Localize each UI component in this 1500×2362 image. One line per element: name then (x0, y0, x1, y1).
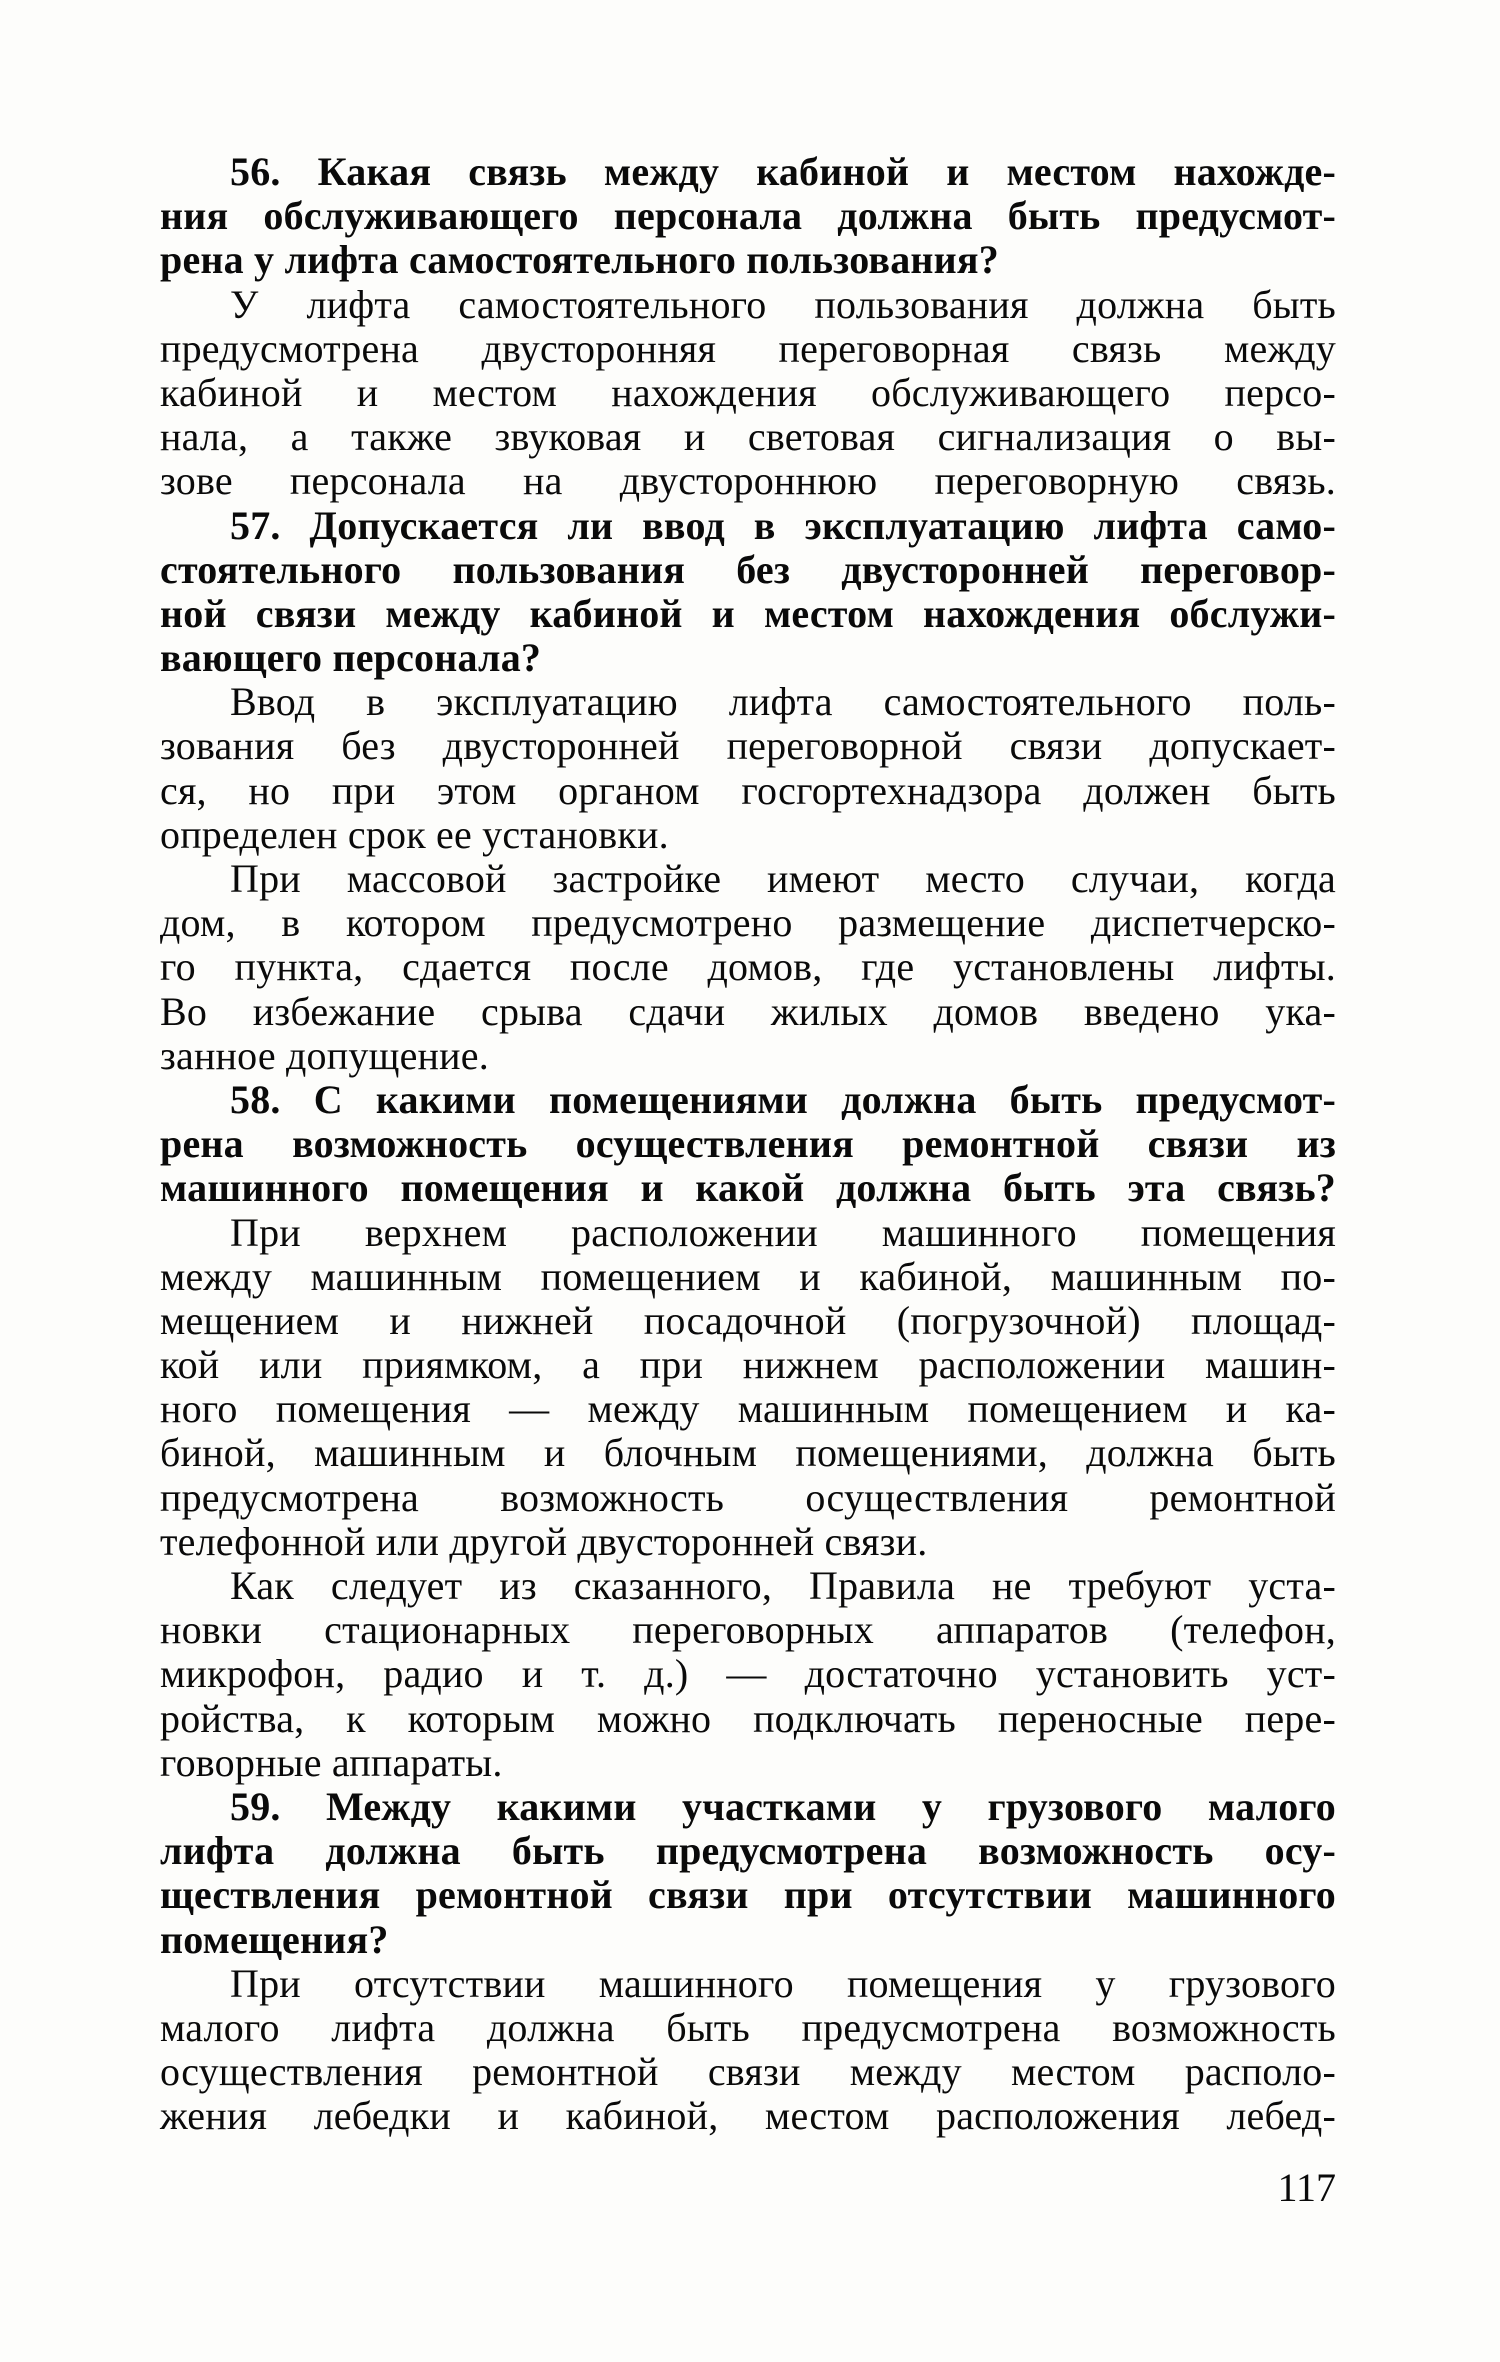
answer-line: малого лифта должна быть предусмотрена возможность (160, 2004, 1336, 2050)
answer-line: Во избежание срыва сдачи жилых домов введено ука- (160, 988, 1336, 1034)
question-line: 57. Допускается ли ввод в эксплуатацию лифта само- (230, 502, 1336, 548)
question-line: помещения? (160, 1916, 389, 1962)
question-line: ной связи между кабиной и местом нахождения обслужи- (160, 590, 1336, 636)
answer-line: У лифта самостоятельного пользования должна быть (230, 281, 1336, 327)
answer-line: При верхнем расположении машинного помещения (230, 1209, 1336, 1255)
answer-line: осуществления ремонтной связи между местом располо- (160, 2049, 1336, 2095)
answer-line: телефонной или другой двусторонней связи. (160, 1518, 928, 1564)
answer-line: дом, в котором предусмотрено размещение диспетчерско- (160, 900, 1336, 946)
question-line: стоятельного пользования без двусторонней переговор- (160, 546, 1336, 592)
answer-line: ройства, к которым можно подключать переносные пере- (160, 1695, 1336, 1741)
answer-line: Ввод в эксплуатацию лифта самостоятельного поль- (230, 679, 1336, 725)
answer-line: нала, а также звуковая и световая сигнализация о вы- (160, 414, 1336, 460)
answer-line: говорные аппараты. (160, 1739, 503, 1785)
answer-line: При отсутствии машинного помещения у грузового (230, 1960, 1336, 2006)
answer-line: между машинным помещением и кабиной, машинным по- (160, 1253, 1336, 1299)
answer-line: Как следует из сказанного, Правила не требуют уста- (230, 1563, 1336, 1608)
answer-line: кой или приямком, а при нижнем расположении машин- (160, 1342, 1336, 1388)
answer-line: новки стационарных переговорных аппаратов (телефон, (160, 1607, 1336, 1653)
answer-line: кабиной и местом нахождения обслуживающего персо- (160, 369, 1336, 415)
answer-line: ся, но при этом органом госгортехнадзора должен быть (160, 767, 1336, 813)
answer-line: предусмотрена двусторонняя переговорная связь между (160, 325, 1336, 371)
page-number: 117 (1277, 2165, 1336, 2210)
answer-line: предусмотрена возможность осуществления ремонтной (160, 1474, 1336, 1520)
answer-line: При массовой застройке имеют место случаи, когда (230, 856, 1336, 901)
question-line: вающего персонала? (160, 635, 542, 681)
page-text (160, 150, 1336, 2138)
question-line: 59. Между какими участками у грузового малого (230, 1783, 1336, 1829)
question-line: ществления ремонтной связи при отсутствии машинного (160, 1872, 1336, 1918)
answer-line: занное допущение. (160, 1032, 489, 1078)
answer-line: зования без двусторонней переговорной связи допускает- (160, 723, 1336, 769)
answer-line: жения лебедки и кабиной, местом расположения лебед- (160, 2093, 1336, 2139)
answer-line: микрофон, радио и т. д.) — достаточно установить уст- (160, 1651, 1336, 1697)
answer-line: ного помещения — между машинным помещением и ка- (160, 1386, 1336, 1432)
question-line: 56. Какая связь между кабиной и местом нахожде- (230, 149, 1336, 194)
question-line: рена возможность осуществления ремонтной связи из (160, 1121, 1336, 1167)
answer-line: определен срок ее установки. (160, 811, 669, 857)
answer-line: мещением и нижней посадочной (погрузочной) площад- (160, 1297, 1336, 1343)
answer-line: зове персонала на двустороннюю переговорную связь. (160, 458, 1336, 504)
question-line: рена у лифта самостоятельного пользования? (160, 237, 999, 283)
question-line: машинного помещения и какой должна быть эта связь? (160, 1165, 1336, 1211)
answer-line: биной, машинным и блочным помещениями, должна быть (160, 1430, 1336, 1476)
answer-line: го пункта, сдается после домов, где установлены лифты. (160, 944, 1336, 990)
question-line: ния обслуживающего персонала должна быть предусмот- (160, 193, 1336, 239)
question-line: лифта должна быть предусмотрена возможность осу- (160, 1828, 1336, 1874)
question-line: 58. С какими помещениями должна быть предусмот- (230, 1076, 1336, 1122)
